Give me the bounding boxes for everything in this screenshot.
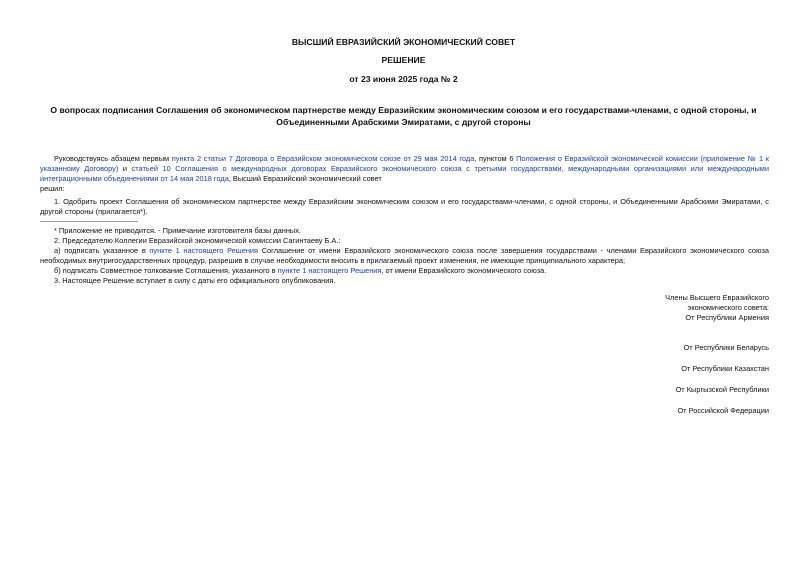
item-3-paragraph: 3. Настоящее Решение вступает в силу с даты его официального опубликования. [54, 276, 336, 285]
item-2b-text-1: б) подписать Совместное толкование Соглашения, указанного в [54, 266, 278, 275]
international-treaties-agreement-link[interactable]: статьей 10 Соглашения о международных договорах Евразийского экономического союза с третьими государствами, международными организациями или международными интеграционными объединениями от 14 мая 2018 года [40, 164, 769, 183]
signature-heading-line-2: экономического совета: [687, 303, 769, 312]
footnote-divider [40, 221, 138, 222]
commission-regulation-link[interactable]: Положения о Евразийской экономической комиссии (приложение № 1 к указанному Договору) [40, 154, 769, 173]
preamble-text-2: , пунктом 6 [474, 154, 517, 163]
signature-heading-line-1: Члены Высшего Евразийского [665, 293, 769, 302]
document-body [40, 154, 769, 286]
preamble-text-3: и [118, 164, 132, 173]
signature-block [665, 293, 769, 416]
treaty-article-link[interactable]: пункта 2 статьи 7 Договора о Евразийском экономическом союзе от 29 мая 2014 года [171, 154, 475, 163]
item-2b-decision-link[interactable]: пункте 1 настоящего Решения [277, 266, 382, 275]
item-2a-text-1: а) подписать указанное в [54, 246, 150, 255]
issuing-body-title: ВЫСШИЙ ЕВРАЗИЙСКИЙ ЭКОНОМИЧЕСКИЙ СОВЕТ [291, 37, 516, 47]
signatory-belarus: От Республики Беларусь [683, 343, 769, 352]
resolved-label: решил: [40, 184, 65, 193]
preamble-paragraph [40, 154, 769, 184]
item-2a-text-2: Соглашение от имени Евразийского экономического союза после завершения государствами - членами Евразийского экономического союза необходимых внутригосударственных процедур, разрешив в случае необходимости вносить в прилагаемый проект изменения, не имеющие принципиального характера; [40, 246, 770, 265]
signatory-kazakhstan: От Республики Казахстан [681, 364, 769, 373]
preamble-text-4: , Высший Евразийский экономический совет [228, 174, 382, 183]
item-2b-text-2: , от имени Евразийского экономического союза. [381, 266, 547, 275]
document-subject: О вопросах подписания Соглашения об экономическом партнерстве между Евразийским экономическим союзом и его государствами-членами, с одной стороны, и Объединенными Арабскими Эмиратами, с другой стороны [50, 105, 757, 127]
item-2a-decision-link[interactable]: пункте 1 настоящего Решения [149, 246, 259, 255]
document-date-number: от 23 июня 2025 года № 2 [349, 74, 458, 84]
item-1-paragraph: 1. Одобрить проект Соглашения об экономическом партнерстве между Евразийским экономическим союзом и его государствами-членами, с одной стороны, и Объединенными Арабскими Эмиратами, с другой стороны (прилагается*). [40, 197, 769, 216]
item-2-intro: 2. Председателю Коллегии Евразийской экономической комиссии Сагинтаеву Б.А.: [54, 236, 341, 245]
item-2a-paragraph [40, 246, 769, 266]
signatory-armenia: От Республики Армения [685, 313, 769, 322]
footnote-text: * Приложение не приводится. - Примечание изготовителя базы данных. [54, 226, 301, 235]
signatory-russia: От Российской Федерации [677, 406, 769, 415]
item-2b-paragraph [40, 266, 769, 276]
document-type-title: РЕШЕНИЕ [381, 55, 426, 65]
signatory-kyrgyzstan: От Кыргызской Республики [675, 385, 769, 394]
preamble-text-1: Руководствуясь абзацем первым [54, 154, 172, 163]
